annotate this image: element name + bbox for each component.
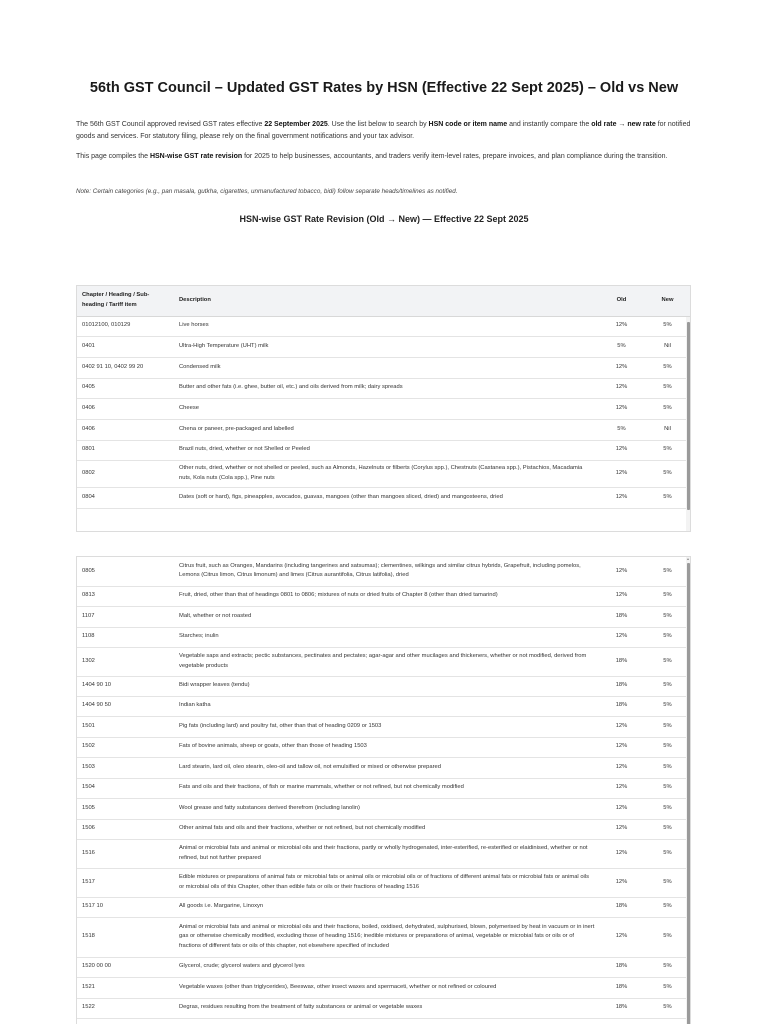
hsn-code-cell: 0805 — [77, 557, 174, 586]
new-rate-cell: 5% — [643, 696, 691, 716]
old-rate-cell: 18% — [600, 897, 643, 917]
hsn-code-cell: 1517 10 — [77, 897, 174, 917]
table-row — [77, 696, 691, 716]
table-row — [77, 757, 691, 778]
new-rate-cell: 5% — [643, 378, 691, 398]
header-old[interactable]: Old — [600, 286, 643, 316]
hsn-code-cell: 01012100, 010129 — [77, 316, 174, 336]
page-title: 56th GST Council – Updated GST Rates by HSN (Effective 22 Sept 2025) – Old vs New — [89, 80, 679, 96]
old-rate-cell: 12% — [600, 798, 643, 819]
table-row — [77, 798, 691, 819]
old-rate-cell: 12% — [600, 839, 643, 868]
old-rate-cell: 12% — [600, 737, 643, 757]
scroll-up-arrow-icon[interactable]: ▴ — [686, 556, 689, 561]
table-row — [77, 716, 691, 737]
table-row — [77, 868, 691, 897]
hsn-code-cell: 1521 — [77, 977, 174, 998]
table-row — [77, 378, 691, 398]
hsn-code-cell: 1520 00 00 — [77, 957, 174, 977]
old-rate-cell: 12% — [600, 487, 643, 508]
new-rate-cell: 5% — [643, 957, 691, 977]
hsn-code-cell: 0801 — [77, 440, 174, 460]
description-cell: Vegetable saps and extracts; pectic substances, pectinates and pectates; agar-agar and other mucilages and thickeners, whether or not modified, derived from vegetable products — [174, 647, 600, 676]
old-rate-cell: 12% — [600, 917, 643, 957]
new-rate-cell: 5% — [643, 977, 691, 998]
old-rate-cell: 18% — [600, 957, 643, 977]
hsn-code-cell: 1107 — [77, 606, 174, 627]
table-row — [77, 897, 691, 917]
description-cell: Indian katha — [174, 696, 600, 716]
hsn-code-cell: 1502 — [77, 737, 174, 757]
hsn-code-cell: 1404 90 50 — [77, 696, 174, 716]
description-cell: Bidi wrapper leaves (tendu) — [174, 676, 600, 696]
old-rate-cell: 12% — [600, 757, 643, 778]
old-rate-cell: 18% — [600, 998, 643, 1018]
new-rate-cell: Nil — [643, 419, 691, 440]
description-cell: Cheese — [174, 398, 600, 419]
new-rate-cell: 5% — [643, 316, 691, 336]
table-row — [77, 557, 691, 586]
old-rate-cell: 12% — [600, 378, 643, 398]
new-rate-cell: 5% — [643, 716, 691, 737]
table-row — [77, 357, 691, 378]
rates-table-2[interactable] — [76, 556, 691, 1024]
old-rate-cell: 12% — [600, 586, 643, 606]
table-row — [77, 778, 691, 798]
table-row — [77, 917, 691, 957]
hsn-code-cell: 0406 — [77, 398, 174, 419]
hsn-code-cell: 0401 — [77, 336, 174, 357]
new-rate-cell: 5% — [643, 917, 691, 957]
hsn-code-cell: 0406 — [77, 419, 174, 440]
description-cell: Malt, whether or not roasted — [174, 606, 600, 627]
description-cell: Live horses — [174, 316, 600, 336]
new-rate-cell: 5% — [643, 606, 691, 627]
old-rate-cell: 18% — [600, 676, 643, 696]
header-new[interactable]: New — [643, 286, 691, 316]
new-rate-cell: 5% — [643, 460, 691, 487]
hsn-code-cell: 1302 — [77, 647, 174, 676]
hsn-code-cell: 0405 — [77, 378, 174, 398]
hsn-code-cell: 1506 — [77, 819, 174, 839]
new-rate-cell: 5% — [643, 798, 691, 819]
table-row — [77, 460, 691, 487]
header-description[interactable]: Description — [174, 286, 600, 316]
table-row — [77, 819, 691, 839]
new-rate-cell: 5% — [643, 357, 691, 378]
old-rate-cell: 12% — [600, 778, 643, 798]
new-rate-cell: 5% — [643, 440, 691, 460]
old-rate-cell: 18% — [600, 606, 643, 627]
hsn-code-cell: 1501 — [77, 716, 174, 737]
hsn-code-cell: 1503 — [77, 757, 174, 778]
table-row — [77, 676, 691, 696]
description-cell: Other animal fats and oils and their fractions, whether or not refined, but not chemically modified — [174, 819, 600, 839]
scrollbar-thumb-1[interactable] — [687, 322, 690, 510]
new-rate-cell: 5% — [643, 647, 691, 676]
description-cell: Butter and other fats (i.e. ghee, butter oil, etc.) and oils derived from milk; dairy spreads — [174, 378, 600, 398]
old-rate-cell: 18% — [600, 696, 643, 716]
scrollbar-thumb-2[interactable] — [687, 563, 690, 1024]
new-rate-cell: Nil — [643, 336, 691, 357]
description-cell: Pig fats (including lard) and poultry fat, other than that of heading 0209 or 1503 — [174, 716, 600, 737]
description-cell: Condensed milk — [174, 357, 600, 378]
old-rate-cell: 12% — [600, 460, 643, 487]
old-rate-cell: 18% — [600, 977, 643, 998]
table-row — [77, 440, 691, 460]
rates-table-grid-1 — [77, 286, 691, 509]
new-rate-cell: 5% — [643, 586, 691, 606]
new-rate-cell: 5% — [643, 676, 691, 696]
description-cell: Fruit, dried, other than that of headings 0801 to 0806; mixtures of nuts or dried fruits of Chapter 8 (other than dried tamarind) — [174, 586, 600, 606]
old-rate-cell: 12% — [600, 716, 643, 737]
description-cell: Wool grease and fatty substances derived therefrom (including lanolin) — [174, 798, 600, 819]
description-cell: Lard stearin, lard oil, oleo stearin, oleo-oil and tallow oil, not emulsified or mixed or otherwise prepared — [174, 757, 600, 778]
new-rate-cell: 5% — [643, 897, 691, 917]
table-row — [77, 839, 691, 868]
description-cell: Glycerol, crude; glycerol waters and glycerol lyes — [174, 957, 600, 977]
table-row — [77, 627, 691, 647]
old-rate-cell: 12% — [600, 868, 643, 897]
intro-paragraph-2: This page compiles the HSN-wise GST rate revision for 2025 to help businesses, accountants, and traders verify item-level rates, prepare invoices, and plan compliance during the transition. — [76, 153, 668, 160]
new-rate-cell: 5% — [643, 998, 691, 1018]
description-cell: Degras, residues resulting from the treatment of fatty substances or animal or vegetable waxes — [174, 998, 600, 1018]
description-cell: Ultra-High Temperature (UHT) milk — [174, 336, 600, 357]
hsn-code-cell: 0802 — [77, 460, 174, 487]
table-row — [77, 977, 691, 998]
table-row — [77, 647, 691, 676]
hsn-code-cell: 0804 — [77, 487, 174, 508]
description-cell: Brazil nuts, dried, whether or not Shelled or Peeled — [174, 440, 600, 460]
old-rate-cell: 5% — [600, 336, 643, 357]
hsn-code-cell: 1522 — [77, 998, 174, 1018]
description-cell: Other nuts, dried, whether or not shelled or peeled, such as Almonds, Hazelnuts or filberts (Corylus spp.), Chestnuts (Castanea spp.), Pistachios, Macadamia nuts, Kola nuts (Cola spp.), Pine nuts — [174, 460, 600, 487]
old-rate-cell: 18% — [600, 647, 643, 676]
table-row — [77, 398, 691, 419]
hsn-code-cell: 1518 — [77, 917, 174, 957]
description-cell: Edible mixtures or preparations of animal fats or microbial fats or animal oils or microbial oils or of fractions of different animal fats or microbial fats or animal oils or microbial oils of this Chapter, other than edible fats or oils or their fractions of heading 1516 — [174, 868, 600, 897]
hsn-code-cell: 1504 — [77, 778, 174, 798]
table-row — [77, 336, 691, 357]
rates-table-grid-2 — [77, 557, 691, 1019]
hsn-code-cell: 0402 91 10, 0402 99 20 — [77, 357, 174, 378]
old-rate-cell: 12% — [600, 398, 643, 419]
description-cell: Animal or microbial fats and animal or microbial oils and their fractions, partly or wholly hydrogenated, inter-esterified, re-esterified or elaidinised, whether or not refined, but not further prepared — [174, 839, 600, 868]
hsn-code-cell: 1404 90 10 — [77, 676, 174, 696]
intro-paragraph-1: The 56th GST Council approved revised GST rates effective 22 September 2025. Use the list below to search by HSN code or item name and instantly compare the old rate → new rate for notified goods and services. For statutory filing, please rely on the final government notifications and your tax advisor. — [76, 121, 691, 140]
rates-table-1[interactable] — [76, 285, 691, 532]
table-row — [77, 998, 691, 1018]
new-rate-cell: 5% — [643, 398, 691, 419]
header-code[interactable]: Chapter / Heading / Sub-heading / Tariff item — [77, 286, 174, 316]
new-rate-cell: 5% — [643, 557, 691, 586]
old-rate-cell: 12% — [600, 440, 643, 460]
description-cell: Chena or paneer, pre-packaged and labelled — [174, 419, 600, 440]
section-heading: HSN-wise GST Rate Revision (Old → New) — Effective 22 Sept 2025 — [239, 214, 529, 224]
old-rate-cell: 5% — [600, 419, 643, 440]
description-cell: Dates (soft or hard), figs, pineapples, avocados, guavas, mangoes (other than mangoes sliced, dried) and mangosteens, dried — [174, 487, 600, 508]
table-row — [77, 487, 691, 508]
description-cell: Citrus fruit, such as Oranges, Mandarins (including tangerines and satsumas); clementines, wilkings and similar citrus hybrids, Grapefruit, including pomelos, Lemons (Citrus limon, Citrus limonum) and limes (Citrus aurantifolia, Citrus latifolia), dried — [174, 557, 600, 586]
table-row — [77, 586, 691, 606]
old-rate-cell: 12% — [600, 316, 643, 336]
new-rate-cell: 5% — [643, 778, 691, 798]
table-row — [77, 419, 691, 440]
new-rate-cell: 5% — [643, 737, 691, 757]
new-rate-cell: 5% — [643, 839, 691, 868]
new-rate-cell: 5% — [643, 627, 691, 647]
description-cell: Fats of bovine animals, sheep or goats, other than those of heading 1503 — [174, 737, 600, 757]
old-rate-cell: 12% — [600, 819, 643, 839]
old-rate-cell: 12% — [600, 357, 643, 378]
description-cell: Animal or microbial fats and animal or microbial oils and their fractions, boiled, oxidised, dehydrated, sulphurised, blown, polymerised by heat in vacuum or in inert gas or otherwise chemically modified, excluding those of heading 1516; inedible mixtures or preparations of animal, vegetable or microbial fats or oils or of fractions of different fats or oils of this chapter, not elsewhere specified of included — [174, 917, 600, 957]
hsn-code-cell: 1108 — [77, 627, 174, 647]
description-cell: Starches; inulin — [174, 627, 600, 647]
old-rate-cell: 12% — [600, 557, 643, 586]
old-rate-cell: 12% — [600, 627, 643, 647]
new-rate-cell: 5% — [643, 757, 691, 778]
table-row — [77, 316, 691, 336]
description-cell: Fats and oils and their fractions, of fish or marine mammals, whether or not refined, but not chemically modified — [174, 778, 600, 798]
description-cell: All goods i.e. Margarine, Linoxyn — [174, 897, 600, 917]
table-row — [77, 737, 691, 757]
hsn-code-cell: 1516 — [77, 839, 174, 868]
table-row — [77, 957, 691, 977]
description-cell: Vegetable waxes (other than triglycerides), Beeswax, other insect waxes and spermaceti, whether or not refined or coloured — [174, 977, 600, 998]
new-rate-cell: 5% — [643, 819, 691, 839]
intro-note: Note: Certain categories (e.g., pan masala, gutkha, cigarettes, unmanufactured tobacco, bidi) follow separate heads/timelines as notified. — [76, 188, 458, 195]
hsn-code-cell: 1505 — [77, 798, 174, 819]
table-row — [77, 606, 691, 627]
hsn-code-cell: 0813 — [77, 586, 174, 606]
new-rate-cell: 5% — [643, 868, 691, 897]
hsn-code-cell: 1517 — [77, 868, 174, 897]
new-rate-cell: 5% — [643, 487, 691, 508]
